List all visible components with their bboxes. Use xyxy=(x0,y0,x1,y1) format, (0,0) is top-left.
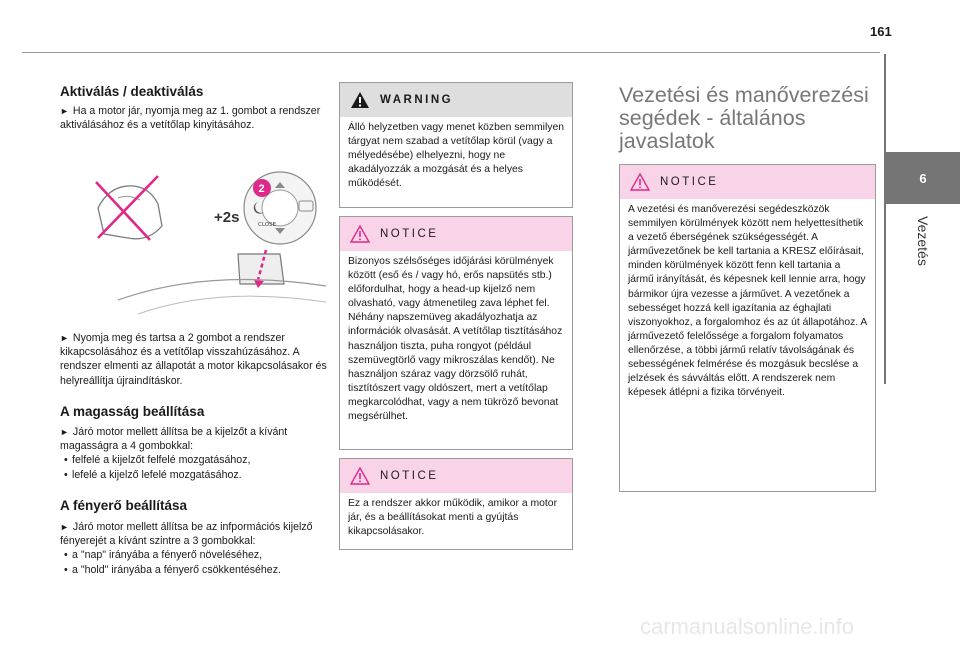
notice-text-2: Ez a rendszer akkor működik, amikor a motor jár, és a beállításokat menti a gyújtás kikapcsolásakor. xyxy=(348,498,558,538)
warning-icon xyxy=(350,91,370,109)
notice-label-1: NOTICE xyxy=(380,228,439,240)
notice-icon xyxy=(350,467,370,485)
bullet-sun: • a "nap" irányába a fényerő növeléséhez, xyxy=(60,548,330,562)
paragraph-height xyxy=(60,425,330,482)
warning-box xyxy=(339,82,573,208)
bullet-up: • felfelé a kijelzőt felfelé mozgatásához, xyxy=(60,453,330,467)
paragraph-brightness xyxy=(60,520,330,577)
heading-height: A magasság beállítása xyxy=(60,404,205,419)
hud-controls-svg xyxy=(88,168,328,316)
notice-icon xyxy=(630,173,650,191)
paragraph-text: Járó motor mellett állítsa be a kijelzőt a kívánt magasságra a 4 gombokkal: xyxy=(60,426,288,453)
hud-control-illustration xyxy=(88,168,328,316)
arrow-icon: ► xyxy=(60,333,69,343)
notice-icon xyxy=(350,225,370,243)
paragraph-activation xyxy=(60,104,330,132)
notice-label-2: NOTICE xyxy=(380,470,439,482)
control-center xyxy=(262,190,298,226)
page-number: 161 xyxy=(870,24,892,39)
arrow-icon: ► xyxy=(60,106,69,116)
chapter-number: 6 xyxy=(919,170,927,186)
section-title: Vezetési és manőverezési segédek - általános javaslatok xyxy=(619,83,869,153)
notice-text-1: Bizonyos szélsőséges időjárási körülmények között (eső és / vagy hó, erős napsütés stb.) előfordulhat, hogy a head-up kijelző nem olvasható, vagy átmenetileg zava léphet fel. Néhány napszemüveg akadályozhatja az információk olvasását. A vetítőlap tisztításához használjon tiszta, puha rongyot (például szemüvegtörlő vagy mikroszálas kendőt). Ne használjon száraz vagy dörzsölő ruhát, tisztítószert vagy oldószert, mert a vetítőlap megkarcolódhat, vagy a nem tükröző bevonat megsérülhet. xyxy=(348,256,563,423)
warning-text: Álló helyzetben vagy menet közben semmilyen tárgyat nem szabad a vetítőlap körül (vagy a mélyedésébe) elhelyezni, hogy ne akadályozzák a mozgását és a helyes működését. xyxy=(348,122,565,190)
arrow-icon: ► xyxy=(60,522,69,532)
warning-label: WARNING xyxy=(380,94,454,106)
dashboard-line-lower xyxy=(138,296,326,314)
notice-header-1 xyxy=(340,217,572,251)
heading-activation: Aktiválás / deaktiválás xyxy=(60,84,204,99)
chapter-tab[interactable] xyxy=(886,152,960,204)
chapter-title: Vezetés xyxy=(915,216,931,266)
paragraph-text: Nyomja meg és tartsa a 2 gombot a rendszer kikapcsolásához és a vetítőlap visszahúzásához. A rendszer elmenti az állapotát a motor kikapcsolásakor és helyreállítja újraindításkor. xyxy=(60,332,327,387)
notice-label-3: NOTICE xyxy=(660,176,719,188)
notice-text-3: A vezetési és manőverezési segédeszközök semmilyen körülmények között nem helyettesíthetik a vezető éberségének szükségességét. A járművezetőnek be kell tartania a KRESZ előírásait, minden körülmények között fenn kell tartania a jármű irányítását, és képesnek kell lennie arra, hogy bármikor újra vezesse a járművet. A vezetőnek a sebességet hozzá kell igazítania az éghajlati viszonyokhoz, a forgalomhoz és az út állapotához. A járművezető felelőssége a forgalom folyamatos ellenőrzése, a többi jármű relatív távolságának és sebességének felmérése és mozgásuk becslése a jelzések és sávváltás előtt. A rendszerek nem képesek átlépni a fizika törvényeit. xyxy=(628,204,867,399)
notice-box-3 xyxy=(619,164,876,492)
close-label: CLOSE xyxy=(258,222,277,228)
arrow-icon: ► xyxy=(60,427,69,437)
header-rule xyxy=(22,52,880,53)
paragraph-deactivation xyxy=(60,331,330,388)
warning-header xyxy=(340,83,572,117)
notice-header-2 xyxy=(340,459,572,493)
notice-box-2 xyxy=(339,458,573,550)
watermark: carmanualsonline.info xyxy=(640,614,855,639)
paragraph-text: Ha a motor jár, nyomja meg az 1. gombot a rendszer aktiválásához és a vetítőlap kinyitásához. xyxy=(60,105,321,132)
bullet-moon: • a "hold" irányába a fényerő csökkentéséhez. xyxy=(60,563,330,577)
bullet-down: • lefelé a kijelző lefelé mozgatásához. xyxy=(60,468,330,482)
callout-number: 2 xyxy=(258,183,265,195)
hold-duration: +2s xyxy=(214,209,240,226)
paragraph-text: Járó motor mellett állítsa be az infpormációs kijelző fényerejét a kívánt szintre a 3 gombokkal: xyxy=(60,521,313,548)
notice-box-1 xyxy=(339,216,573,450)
heading-brightness: A fényerő beállítása xyxy=(60,498,188,513)
notice-header-3 xyxy=(620,165,875,199)
